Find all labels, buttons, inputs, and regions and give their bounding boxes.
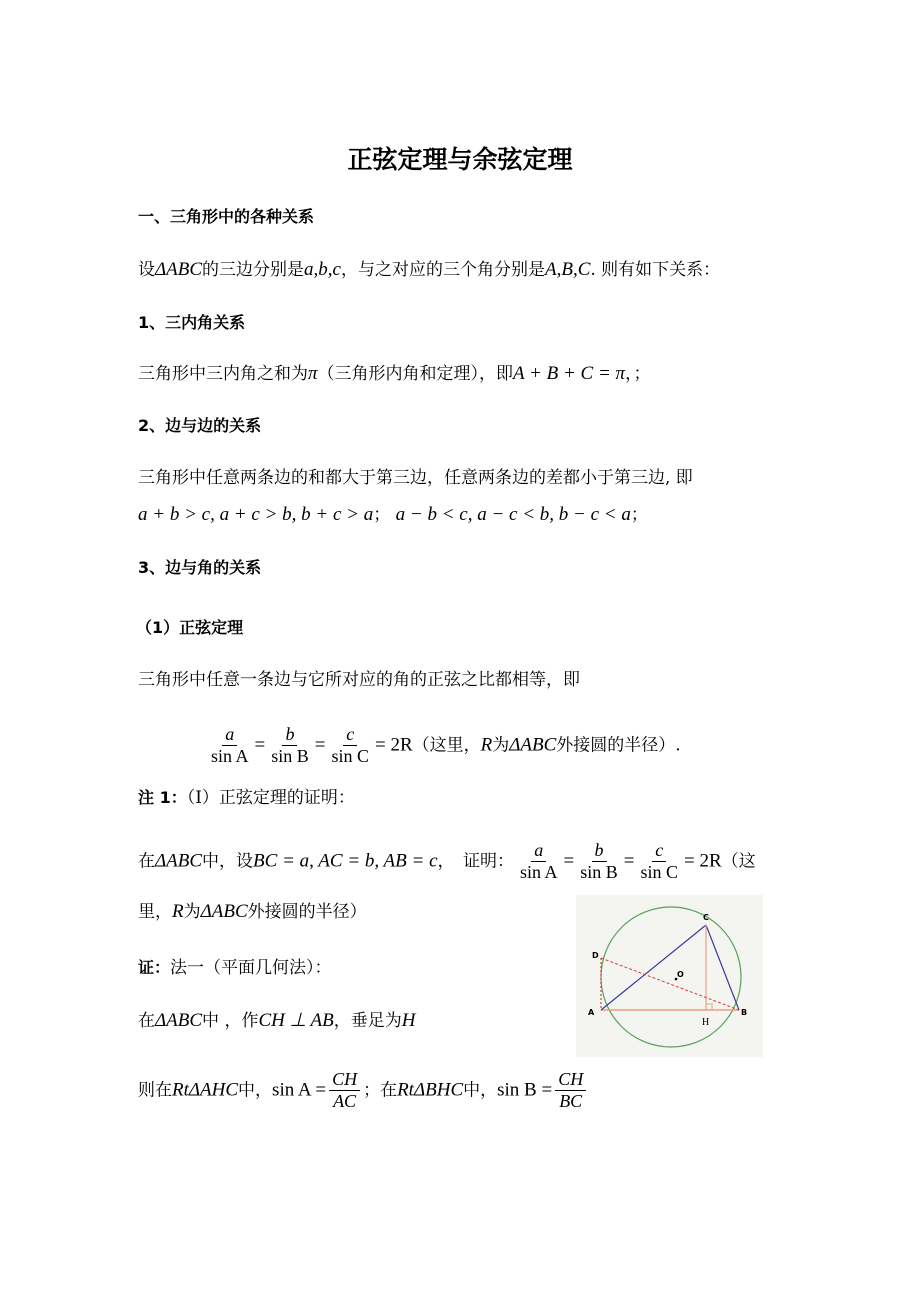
side-BC bbox=[706, 925, 739, 1010]
subheading-sine-law: （1）正弦定理 bbox=[136, 618, 244, 637]
circumcircle bbox=[601, 907, 741, 1047]
side-inequalities: a + b > c, a + c > b, b + c > a； a − b < c, a − c < b, b − c < a； bbox=[138, 504, 648, 525]
side-relation-text: 三角形中任意两条边的和都大于第三边，任意两条边的差都小于第三边, 即 bbox=[138, 468, 693, 488]
construction-step: 在ΔABC中 ，作CH ⊥ AB，垂足为H bbox=[138, 1010, 416, 1031]
fraction-a-sinA: $\frac{a}{\text{sin A}}$ bbox=[211, 724, 249, 766]
fraction-c-sinC: $\frac{c}{\text{sin C}}$ bbox=[331, 724, 369, 766]
sine-law-text: 三角形中任意一条边与它所对应的角的正弦之比都相等，即 bbox=[138, 670, 580, 690]
proof-method: 证：法一（平面几何法）： bbox=[138, 958, 332, 978]
side-AC bbox=[601, 925, 706, 1010]
subheading-side-angle: 3、边与角的关系 bbox=[138, 558, 262, 577]
subheading-side-relation: 2、边与边的关系 bbox=[138, 416, 262, 435]
section-heading-1: 一、三角形中的各种关系 bbox=[138, 207, 315, 226]
subheading-angle-relation: 1、三内角关系 bbox=[138, 313, 246, 332]
fraction-b-sinB: $\frac{b}{\text{sin B}}$ bbox=[271, 724, 309, 766]
label-A: A bbox=[588, 1008, 595, 1017]
label-O: O bbox=[677, 970, 684, 979]
note-1: 注 1：（I）正弦定理的证明： bbox=[138, 788, 355, 808]
circumcircle-figure bbox=[576, 895, 763, 1057]
right-angle-mark bbox=[706, 1004, 712, 1010]
sine-derivation: 则在RtΔAHC中，sin A = $\frac{CH}{AC}$ ；在RtΔBHC中，sin B = $\frac{CH}{BC}$ bbox=[138, 1066, 589, 1115]
label-C: C bbox=[703, 913, 709, 922]
label-H: H bbox=[702, 1017, 710, 1028]
sine-law-formula: $\frac{a}{\text{sin A}}$ = $\frac{b}{\text{sin B}}$ = $\frac{c}{\text{sin C}}$ = 2R（这里，R为ΔABC外接圆的半径）. bbox=[205, 722, 681, 769]
label-D: D bbox=[592, 951, 599, 960]
intro-paragraph: 设ΔABC的三边分别是a,b,c，与之对应的三个角分别是A,B,C. 则有如下关系： bbox=[138, 259, 721, 280]
page-title: 正弦定理与余弦定理 bbox=[347, 145, 573, 174]
proof-statement: 在ΔABC中，设BC = a, AC = b, AB = c， 证明： $\frac{a}{\text{sin A}}$ = $\frac{b}{\text{sin B}}$ = $\frac{c}{\text{sin C}}$ = 2R（这 bbox=[138, 840, 756, 882]
angle-sum-paragraph: 三角形中三内角之和为π（三角形内角和定理），即A + B + C = π，； bbox=[138, 363, 651, 384]
proof-statement-cont: 里，R为ΔABC外接圆的半径） bbox=[138, 901, 367, 922]
diameter-DB bbox=[601, 958, 739, 1010]
label-B: B bbox=[741, 1008, 748, 1017]
